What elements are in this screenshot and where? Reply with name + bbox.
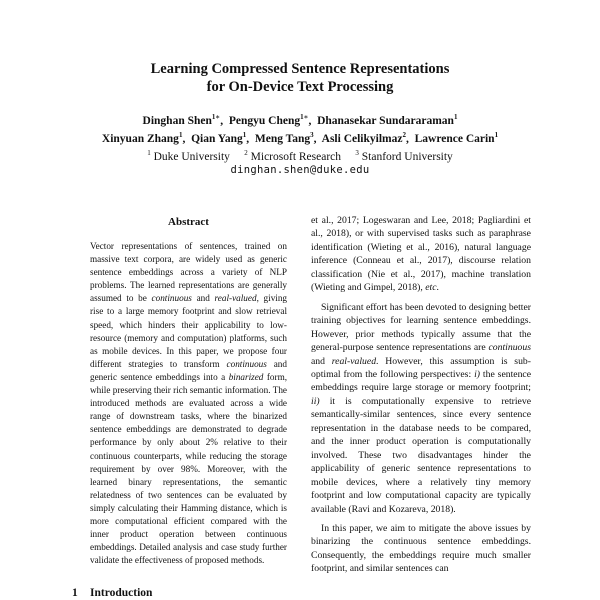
author-affil-mark: 1 <box>178 131 183 140</box>
author-name: Xinyuan Zhang <box>101 133 179 145</box>
author-name: Lawrence Carin <box>414 133 495 145</box>
section-heading-introduction <box>72 587 152 599</box>
affil-mark: 3 <box>355 149 359 158</box>
author-affil-mark: 2 <box>402 131 406 140</box>
author-affil-mark: 1 <box>494 131 499 140</box>
abstract-text: Vector representations of sentences, trained on massive text corpora, are widely used as generic sentence embeddings across a variety of NLP problems. The learned representations are generally assumed to be continuous and real-valued, giving rise to a large memory footprint and slow retrieval speed, which hinders their applicability to low-resource (memory and computation) platforms, such as mobile devices. In this paper, we propose four different strategies to transform continuous and generic sentence embeddings into a binarized form, while preserving their rich semantic information. The introduced methods are evaluated across a wide range of downstream tasks, where the binarized sentence embeddings are demonstrated to degrade performance by only about 2% relative to their continuous counterparts, while reducing the storage requirement by over 98%. Moreover, with the learned binary representations, the semantic relatedness of two sentences can be evaluated by simply calculating their Hamming distance, which is more computational efficient compared with the inner product operation between continuous embeddings. Detailed analysis and case study further validate the effectiveness of proposed methods. <box>90 241 288 566</box>
author-email: dinghan.shen@duke.edu <box>230 164 370 176</box>
body-paragraph: In this paper, we aim to mitigate the above issues by binarizing the continuous sentence embeddings. Consequently, the embeddings require much smaller footprint, and similar sentences can <box>311 522 531 575</box>
body-paragraph: Significant effort has been devoted to designing better training objectives for learning sentence embeddings. However, prior methods typically assume that the general-purpose sentence representations are continuous and real-valued. However, this assumption is sub-optimal from the following perspectives: i) the sentence embeddings require large storage or memory footprint; ii) it is computationally expensive to retrieve semantically-similar sentences, since every sentence representation in the database needs to be compared, and the inner product operation is computationally involved. These two disadvantages hinder the applicability of generic sentence representations to mobile devices, where a relatively tiny memory footprint and low computational capacity are typically available (Ravi and Kozareva, 2018). <box>311 301 532 515</box>
author-name: Dhanasekar Sundararaman <box>317 115 454 127</box>
author-affil-mark: 1∗ <box>211 113 221 122</box>
author-name: Dinghan Shen <box>142 115 212 127</box>
author-name: Qian Yang <box>191 133 243 145</box>
authors-line-1: Dinghan Shen$^{1∗}$, Pengyu Cheng$^{1∗}$, Dhanasekar Sundararaman$^1$ <box>142 113 458 127</box>
author-name: Meng Tang <box>254 133 311 145</box>
abstract-heading: Abstract <box>168 216 209 228</box>
author-affil-mark: 3 <box>310 131 314 140</box>
affiliation: Stanford University <box>361 151 453 163</box>
authors-line-2: Xinyuan Zhang$^1$, Qian Yang$^1$, Meng Tang$^3$, Asli Celikyilmaz$^2$, Lawrence Carin$^1$ <box>101 131 499 145</box>
affiliation: Duke University <box>153 151 230 163</box>
affil-mark: 2 <box>244 149 248 158</box>
author-name: Pengyu Cheng <box>228 115 301 127</box>
affil-mark: 1 <box>147 149 151 158</box>
author-block <box>0 112 600 166</box>
author-affil-mark: 1 <box>242 131 247 140</box>
affiliation: Microsoft Research <box>250 151 342 163</box>
author-affil-mark: 1 <box>453 113 458 122</box>
body-paragraph: et al., 2017; Logeswaran and Lee, 2018; Pagliardini et al., 2018), or with supervised tasks such as paraphrase identification (Wieting et al., 2016), natural language inference (Conneau et al., 2017), discourse relation classification (Nie et al., 2017), machine translation (Wieting and Gimpel, 2018), etc. <box>311 215 531 294</box>
title-line-1: Learning Compressed Sentence Representations <box>150 61 450 77</box>
section-title: Introduction <box>90 587 153 599</box>
author-name: Asli Celikyilmaz <box>321 133 403 145</box>
author-affil-mark: 1∗ <box>300 113 309 122</box>
paper-title <box>0 60 600 96</box>
section-number: 1 <box>72 587 78 599</box>
right-column <box>311 214 531 576</box>
left-column <box>90 216 287 567</box>
title-line-2: for On-Device Text Processing <box>206 79 394 95</box>
